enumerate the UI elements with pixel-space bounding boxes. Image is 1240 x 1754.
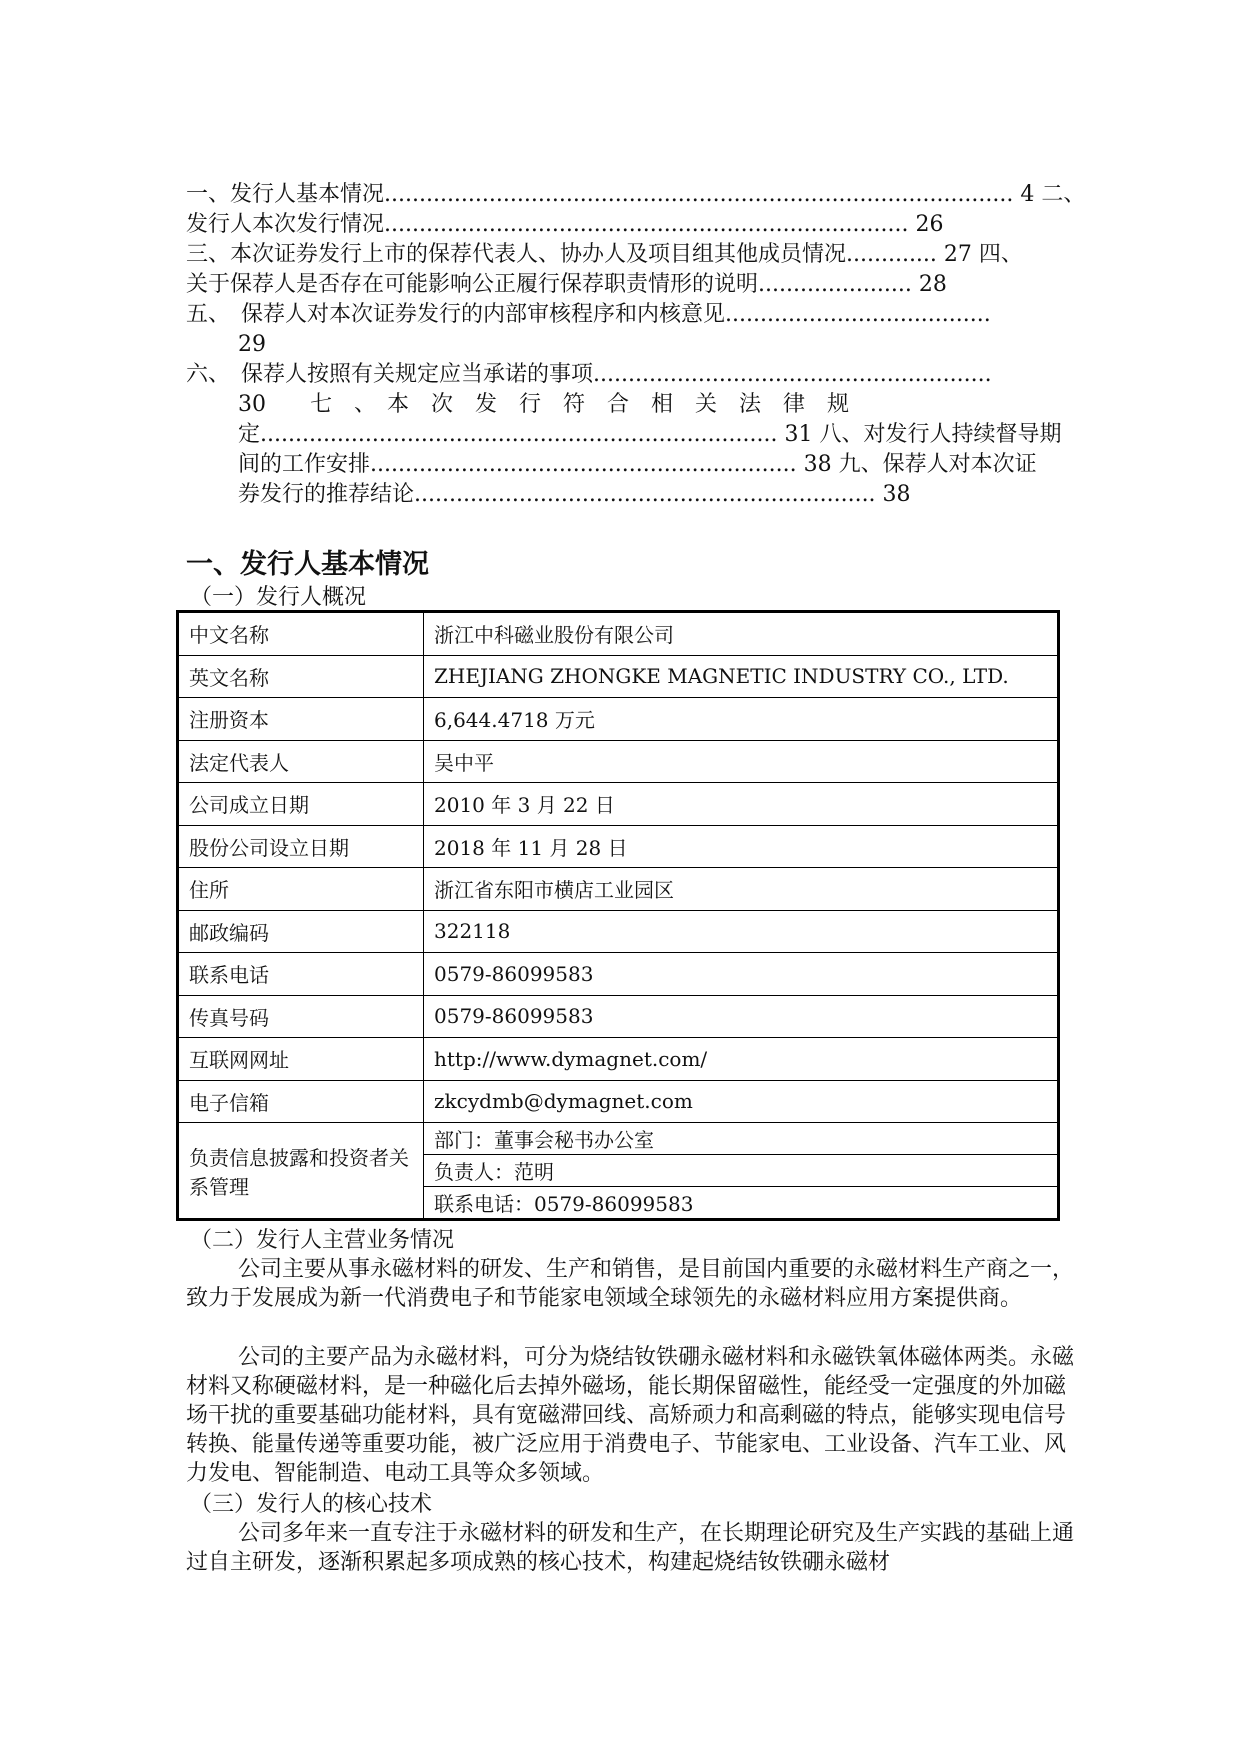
toc-line[interactable]: 间的工作安排............................................................. 38 九、保荐人对本次证: [238, 452, 1037, 477]
toc-line[interactable]: 一、发行人基本情况.......................................................................................... 4 二、: [186, 182, 1086, 207]
paragraph: 公司的主要产品为永磁材料，可分为烧结钕铁硼永磁材料和永磁铁氧体磁体两类。永磁材料又称硬磁材料，是一种磁化后去掉外磁场，能长期保留磁性，能经受一定强度的外加磁场干扰的重要基础功能材料，具有宽磁滞回线、高矫顽力和高剩磁的特点，能够实现电信号转换、能量传递等重要功能，被广泛应用于消费电子、节能家电、工业设备、汽车工业、风力发电、智能制造、电动工具等众多领域。: [186, 1345, 1075, 1486]
table-row: [178, 655, 1059, 698]
toc-line[interactable]: 发行人本次发行情况........................................................................... 26: [186, 212, 944, 237]
table-cell-label: 英文名称: [178, 655, 424, 698]
table-cell-value: 6,644.4718 万元: [424, 698, 1059, 741]
toc-line[interactable]: 30 七 、 本 次 发 行 符 合 相 关 法 律 规: [238, 392, 849, 417]
table-row: [178, 1038, 1059, 1081]
table-row: [178, 698, 1059, 741]
toc-line[interactable]: 29: [238, 332, 266, 357]
table-cell-value: 联系电话：0579-86099583: [424, 1187, 1059, 1220]
table-cell-label: 法定代表人: [178, 740, 424, 783]
table-cell-label: 电子信箱: [178, 1080, 424, 1123]
table-cell-value: 部门：董事会秘书办公室: [424, 1123, 1059, 1155]
table-cell-label: 中文名称: [178, 612, 424, 656]
toc-line[interactable]: 六、 保荐人按照有关规定应当承诺的事项.........................................................: [186, 362, 992, 387]
subsection-title-core-tech: （三）发行人的核心技术: [190, 1492, 433, 1517]
subsection-title-business: （二）发行人主营业务情况: [190, 1228, 455, 1253]
table-row: [178, 910, 1059, 953]
paragraph: 公司主要从事永磁材料的研发、生产和销售，是目前国内重要的永磁材料生产商之一，致力于发展成为新一代消费电子和节能家电领域全球领先的永磁材料应用方案提供商。: [186, 1257, 1075, 1311]
table-cell-value: ZHEJIANG ZHONGKE MAGNETIC INDUSTRY CO., LTD.: [424, 655, 1059, 698]
table-cell-value: 负责人：范明: [424, 1155, 1059, 1187]
toc-line[interactable]: 三、本次证券发行上市的保荐代表人、协办人及项目组其他成员情况............. 27 四、: [186, 242, 1023, 267]
table-cell-label: 负责信息披露和投资者关系管理: [178, 1123, 424, 1220]
toc-line[interactable]: 定.......................................................................... 31 八、对发行人持续督导期: [238, 422, 1062, 447]
table-cell-label: 股份公司设立日期: [178, 825, 424, 868]
table-of-contents: [186, 180, 1086, 510]
table-row: [178, 1123, 1059, 1155]
table-cell-label: 住所: [178, 868, 424, 911]
table-cell-value: 0579-86099583: [424, 953, 1059, 996]
section-title: 一、发行人基本情况: [186, 549, 429, 580]
table-cell-label: 公司成立日期: [178, 783, 424, 826]
table-cell-value: 322118: [424, 910, 1059, 953]
table-cell-label: 联系电话: [178, 953, 424, 996]
table-row: [178, 740, 1059, 783]
subsection-title-overview: （一）发行人概况: [190, 585, 367, 610]
table-cell-value: 2018 年 11 月 28 日: [424, 825, 1059, 868]
toc-line[interactable]: 关于保荐人是否存在可能影响公正履行保荐职责情形的说明...................... 28: [186, 272, 947, 297]
table-row: [178, 995, 1059, 1038]
table-cell-value: 2010 年 3 月 22 日: [424, 783, 1059, 826]
table-cell-value[interactable]: zkcydmb@dymagnet.com: [424, 1080, 1059, 1123]
table-row: [178, 612, 1059, 656]
table-cell-value: 浙江中科磁业股份有限公司: [424, 612, 1059, 656]
table-cell-label: 传真号码: [178, 995, 424, 1038]
table-row: [178, 783, 1059, 826]
table-cell-label: 互联网网址: [178, 1038, 424, 1081]
table-cell-label: 邮政编码: [178, 910, 424, 953]
table-cell-label: 注册资本: [178, 698, 424, 741]
table-cell-value: 0579-86099583: [424, 995, 1059, 1038]
toc-line[interactable]: 券发行的推荐结论.................................................................. 38: [238, 482, 911, 507]
toc-line[interactable]: 五、 保荐人对本次证券发行的内部审核程序和内核意见......................................: [186, 302, 991, 327]
table-cell-value: 吴中平: [424, 740, 1059, 783]
table-row: [178, 1080, 1059, 1123]
table-row: [178, 868, 1059, 911]
table-cell-value: 浙江省东阳市横店工业园区: [424, 868, 1059, 911]
table-row: [178, 825, 1059, 868]
paragraph: 公司多年来一直专注于永磁材料的研发和生产，在长期理论研究及生产实践的基础上通过自主研发，逐渐积累起多项成熟的核心技术，构建起烧结钕铁硼永磁材: [186, 1521, 1075, 1575]
issuer-info-table: [176, 610, 1060, 1221]
table-row: [178, 953, 1059, 996]
table-cell-value[interactable]: http://www.dymagnet.com/: [424, 1038, 1059, 1081]
